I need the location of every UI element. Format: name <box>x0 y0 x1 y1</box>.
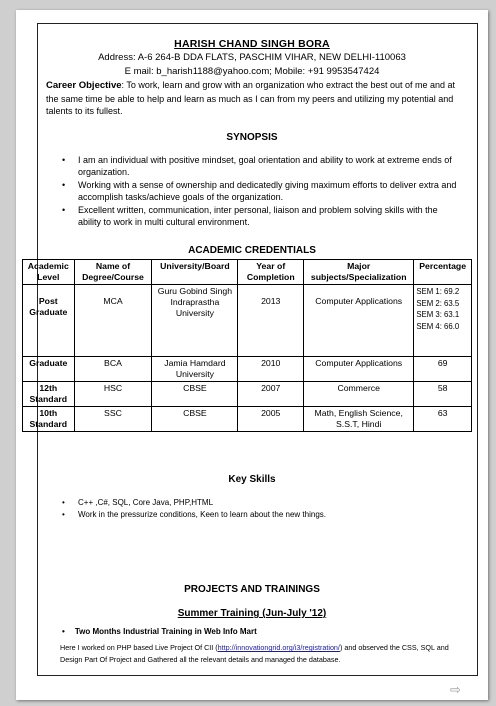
synopsis-list <box>62 155 462 230</box>
col-major: Major subjects/Specialization <box>304 260 414 285</box>
major-cell: Computer Applications <box>304 357 414 382</box>
candidate-name: HARISH CHAND SINGH BORA <box>174 38 330 50</box>
col-university: University/Board <box>152 260 238 285</box>
academic-table <box>22 259 472 432</box>
synopsis-heading: SYNOPSIS <box>226 132 278 143</box>
project-link[interactable]: http://innovationgrid.org/i3/registration/ <box>217 643 340 652</box>
bullet-icon: • <box>62 205 66 215</box>
major-cell: Math, English Science, S.S.T, Hindi <box>304 407 414 432</box>
table-row <box>23 407 472 432</box>
skills-list <box>62 497 462 521</box>
percentage-cell: SEM 1: 69.2 SEM 2: 63.5 SEM 3: 63.1 SEM 4: 66.0 <box>414 285 472 357</box>
year-cell: 2010 <box>238 357 304 382</box>
level-cell: 10th Standard <box>23 407 75 432</box>
course-cell: SSC <box>74 407 152 432</box>
objective-label: Career Objective <box>46 80 122 91</box>
list-item: • Work in the pressurize conditions, Keen to learn about the new things. <box>62 510 326 519</box>
major-cell: Computer Applications <box>304 285 414 357</box>
col-academic-level: Academic Level <box>23 260 75 285</box>
bullet-icon: • <box>62 498 65 507</box>
major-cell: Commerce <box>304 382 414 407</box>
year-cell: 2013 <box>238 285 304 357</box>
skills-heading: Key Skills <box>228 474 276 485</box>
course-cell: MCA <box>74 285 152 357</box>
list-item: • I am an individual with positive mindset, goal orientation and ability to work at extreme ends of organization. <box>62 155 452 177</box>
level-cell: 12th Standard <box>23 382 75 407</box>
bullet-icon: • <box>62 155 66 165</box>
table-row <box>23 285 472 357</box>
col-year: Year of Completion <box>238 260 304 285</box>
year-cell: 2005 <box>238 407 304 432</box>
list-item: • Working with a sense of ownership and dedicatedly giving maximum efforts to deliver extra and accomplish tasks/achieve goals of the organization. <box>62 180 457 202</box>
level-cell: Graduate <box>23 357 75 382</box>
bullet-icon: • <box>62 180 66 190</box>
list-item: • Excellent written, communication, inter personal, liaison and problem solving skills with the ability to work in multi cultural environment. <box>62 205 438 227</box>
board-cell: Guru Gobind Singh Indraprastha University <box>152 285 238 357</box>
course-cell: BCA <box>74 357 152 382</box>
percentage-cell: 63 <box>414 407 472 432</box>
objective-text: : To work, learn and grow with an organization who extract the best out of me and at the same time be able to help and learn as much as I can from my peers and utilizing my potential and talents to its fullest. <box>46 80 456 116</box>
training-description: Here I worked on PHP based Live Project Of CII (http://innovationgrid.org/i3/registration/) and observed the CSS, SQL and Design Part Of Project and Gathered all the relevant details and managed the database. <box>60 643 449 664</box>
level-cell: Post Graduate <box>23 285 75 357</box>
board-cell: Jamia Hamdard University <box>152 357 238 382</box>
table-header-row <box>23 260 472 285</box>
academic-heading: ACADEMIC CREDENTIALS <box>188 245 316 256</box>
career-objective <box>46 79 466 118</box>
summer-training-heading: Summer Training (Jun-July '12) <box>177 608 327 619</box>
bullet-icon: • <box>62 627 65 636</box>
year-cell: 2007 <box>238 382 304 407</box>
board-cell: CBSE <box>152 382 238 407</box>
projects-heading: PROJECTS AND TRAININGS <box>184 584 320 595</box>
training-title: • Two Months Industrial Training in Web Info Mart <box>62 627 257 636</box>
next-arrow-icon[interactable]: ⇨ <box>450 682 461 697</box>
course-cell: HSC <box>74 382 152 407</box>
col-percentage: Percentage <box>414 260 472 285</box>
contact-line: E mail: b_harish1188@yahoo.com; Mobile: +91 9953547424 <box>124 66 380 77</box>
table-row <box>23 382 472 407</box>
bullet-icon: • <box>62 510 65 519</box>
percentage-cell: 69 <box>414 357 472 382</box>
board-cell: CBSE <box>152 407 238 432</box>
percentage-cell: 58 <box>414 382 472 407</box>
table-row <box>23 357 472 382</box>
resume-page <box>16 10 488 700</box>
list-item: • C++ ,C#, SQL, Core Java, PHP,HTML <box>62 498 214 507</box>
address-line: Address: A-6 264-B DDA FLATS, PASCHIM VIHAR, NEW DELHI-110063 <box>98 52 406 63</box>
col-degree: Name of Degree/Course <box>74 260 152 285</box>
